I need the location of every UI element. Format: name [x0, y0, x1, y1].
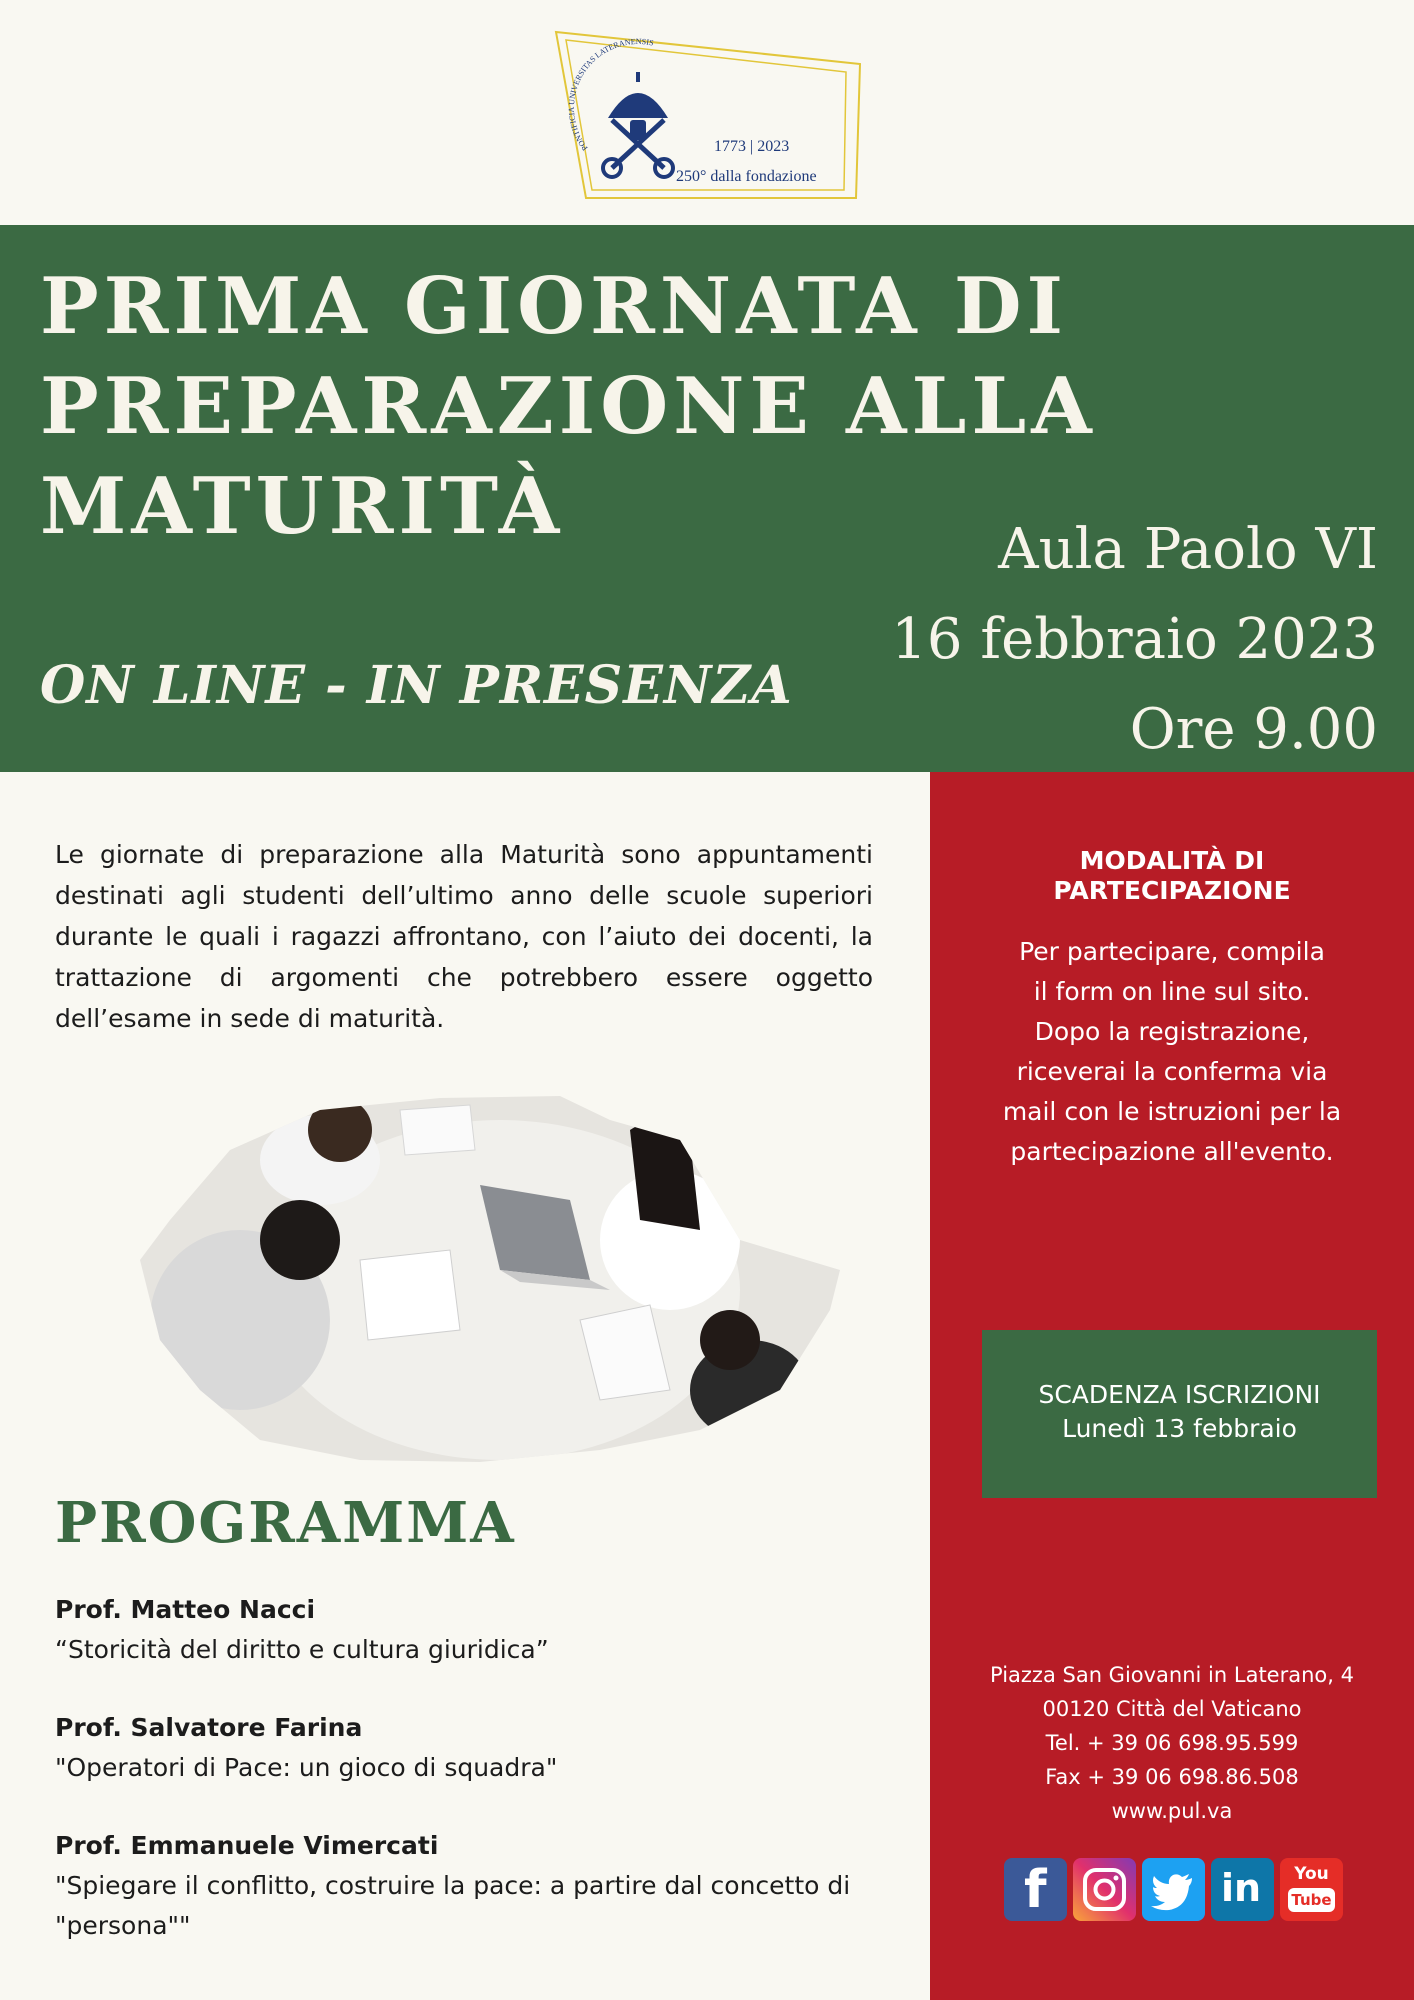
contact-fax: Fax + 39 06 698.86.508 — [1045, 1765, 1299, 1789]
speaker-name: Prof. Salvatore Farina — [55, 1713, 363, 1742]
side-panel — [930, 772, 1414, 2000]
logo-years: 1773 | 2023 — [714, 138, 790, 155]
talk-title: “Storicità del diritto e cultura giuridica” — [55, 1635, 549, 1664]
contact-address: Piazza San Giovanni in Laterano, 4 — [990, 1663, 1354, 1687]
event-mode: ON LINE - IN PRESENZA — [40, 655, 793, 716]
contact-city: 00120 Città del Vaticano — [1042, 1697, 1302, 1721]
participation-line: Per partecipare, compila — [1019, 937, 1325, 966]
logo-founding: 250° dalla fondazione — [676, 168, 817, 185]
programma-title: PROGRAMMA — [55, 1490, 516, 1556]
list-item — [55, 1826, 925, 1946]
event-time: Ore 9.00 — [1129, 697, 1378, 762]
event-location: Aula Paolo VI — [998, 517, 1378, 582]
deadline-label: SCADENZA ISCRIZIONI — [1038, 1380, 1321, 1409]
talk-title: "Operatori di Pace: un gioco di squadra" — [55, 1753, 558, 1782]
list-item — [55, 1590, 925, 1670]
participation-title-line: PARTECIPAZIONE — [1053, 876, 1291, 905]
university-logo — [548, 28, 868, 206]
participation-title — [930, 846, 1414, 906]
crest-icon — [603, 72, 673, 177]
logo-arc-text: PONTIFICIA UNIVERSITAS LATERANENSIS — [566, 36, 655, 153]
participation-line: Dopo la registrazione, — [1034, 1017, 1310, 1046]
youtube-icon[interactable]: You Tube — [1280, 1858, 1343, 1921]
students-photo — [140, 1090, 840, 1470]
title-line: PREPARAZIONE ALLA — [40, 361, 1097, 452]
twitter-icon[interactable] — [1142, 1858, 1205, 1921]
list-item — [55, 1708, 925, 1788]
linkedin-icon[interactable]: in — [1211, 1858, 1274, 1921]
event-info — [891, 505, 1378, 775]
speaker-name: Prof. Matteo Nacci — [55, 1595, 316, 1624]
deadline-box — [982, 1330, 1377, 1498]
deadline-date: Lunedì 13 febbraio — [1062, 1414, 1297, 1443]
participation-line: riceverai la conferma via — [1016, 1057, 1328, 1086]
title-line: MATURITÀ — [40, 461, 565, 552]
event-date: 16 febbraio 2023 — [891, 607, 1378, 672]
participation-line: partecipazione all'evento. — [1010, 1137, 1334, 1166]
instagram-icon[interactable] — [1073, 1858, 1136, 1921]
participation-line: il form on line sul sito. — [1033, 977, 1311, 1006]
contact-info — [930, 1658, 1414, 1828]
social-links — [1004, 1858, 1344, 1922]
talk-title: "Spiegare il conflitto, costruire la pace: a partire dal concetto di "persona"" — [55, 1871, 851, 1940]
facebook-icon[interactable]: f — [1004, 1858, 1067, 1921]
participation-line: mail con le istruzioni per la — [1002, 1097, 1342, 1126]
header-band — [0, 225, 1414, 772]
title-line: PRIMA GIORNATA DI — [40, 261, 1068, 352]
contact-tel: Tel. + 39 06 698.95.599 — [1045, 1731, 1299, 1755]
participation-title-line: MODALITÀ DI — [1079, 846, 1265, 875]
programma-list — [55, 1590, 925, 1984]
intro-text: Le giornate di preparazione alla Maturità sono appuntamenti destinati agli studenti dell’ultimo anno delle scuole superiori durante le quali i ragazzi affrontano, con l’aiuto dei docenti, la trattazione di argomenti che potrebbero essere oggetto dell’esame in sede di maturità. — [55, 840, 873, 1033]
speaker-name: Prof. Emmanuele Vimercati — [55, 1831, 439, 1860]
participation-text — [970, 932, 1374, 1172]
contact-website[interactable]: www.pul.va — [1111, 1799, 1233, 1823]
